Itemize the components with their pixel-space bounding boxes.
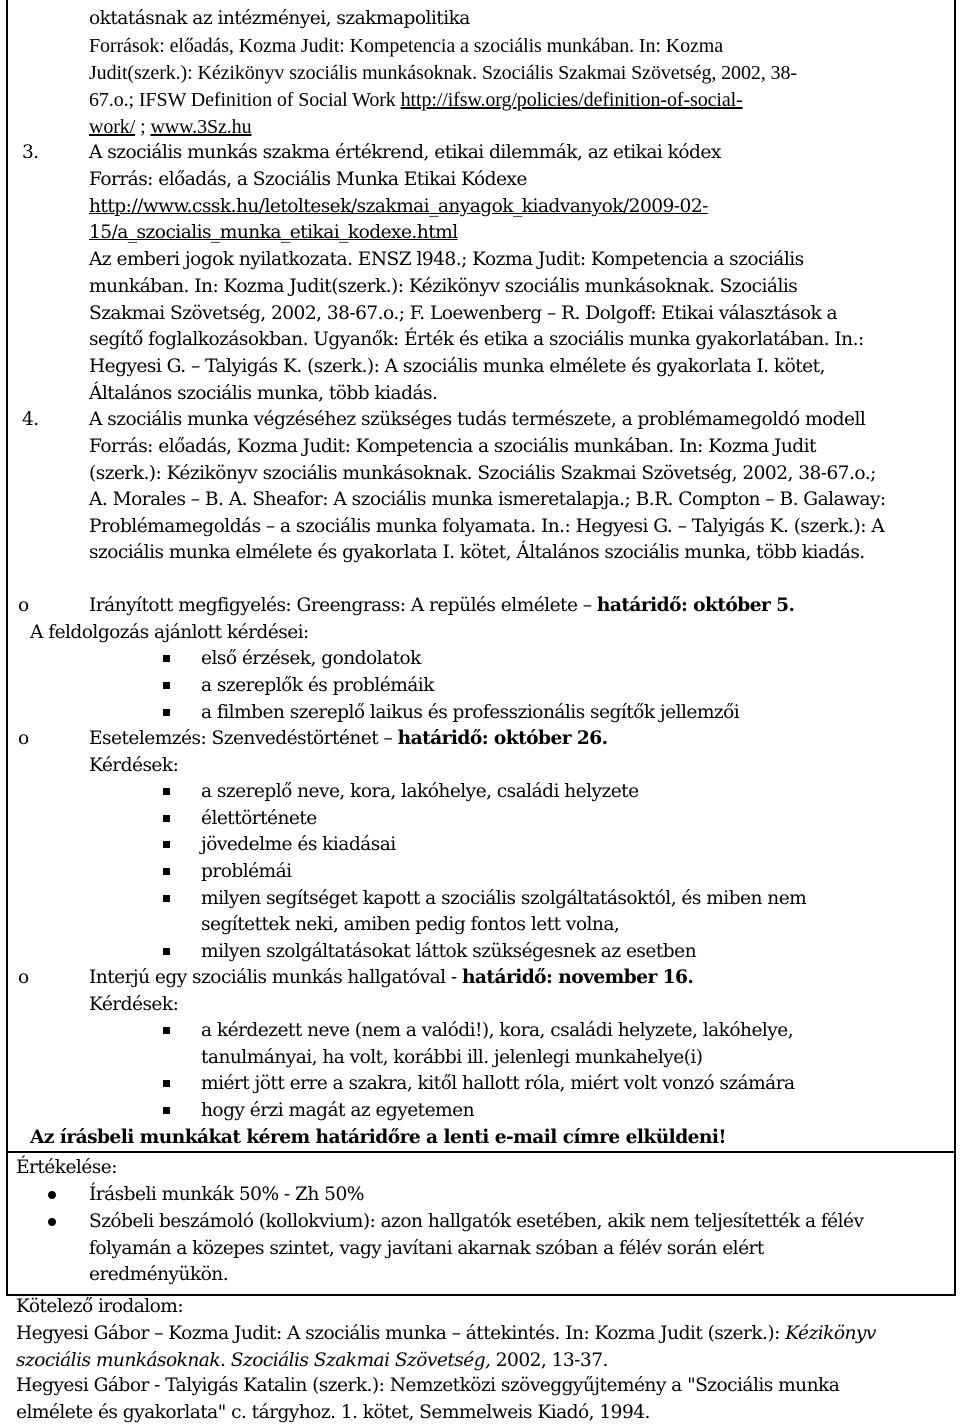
task-text: Esetelemzés: Szenvedéstörténet – [89, 728, 398, 749]
text-line: Hegyesi G. – Talyigás K. (szerk.): A szociális munka elmélete és gyakorlata I. kötet, [89, 356, 825, 377]
list-marker-o: o [18, 728, 30, 749]
text-span: 2002, 13-37. [490, 1350, 608, 1371]
table-right-border [954, 0, 956, 1296]
list-item-cont: folyamán a közepes szintet, vagy javítani akarnak szóban a félév során elért [89, 1238, 764, 1259]
list-item: hogy érzi magát az egyetemen [201, 1100, 475, 1121]
table-left-border [6, 0, 8, 1296]
square-bullet-icon [163, 655, 170, 662]
text-line [89, 115, 251, 139]
list-item: első érzések, gondolatok [201, 648, 421, 669]
list-item-cont: tanulmányai, ha volt, korábbi ill. jelenlegi munkahelye(i) [201, 1047, 703, 1068]
text-span: Hegyesi Gábor – Kozma Judit: A szociális munka – áttekintés. In: Kozma Judit (szerk.): [16, 1323, 786, 1344]
text-line: Szakmai Szövetség, 2002, 38-67.o.; F. Loewenberg – R. Dolgoff: Etikai választások a [89, 303, 838, 324]
reference: Hegyesi Gábor - Talyigás Katalin (szerk.): Nemzetközi szöveggyűjtemény a "Szociális munka [16, 1375, 840, 1396]
list-item-cont: segítettek neki, amiben pedig fontos lett volna, [201, 914, 620, 935]
text-line: szociális munka elmélete és gyakorlata I. kötet, Általános szociális munka, több kiadás. [89, 542, 865, 563]
task-text: Irányított megfigyelés: Greengrass: A repülés elmélete – [89, 595, 597, 616]
square-bullet-icon [163, 815, 170, 822]
list-item: milyen szolgáltatásokat láttok szükségesnek az esetben [201, 941, 696, 962]
ifsw-link-cont[interactable]: work/ [89, 116, 136, 138]
square-bullet-icon [163, 895, 170, 902]
item-number: 4. [22, 409, 39, 430]
list-item: problémái [201, 861, 292, 882]
square-bullet-icon [163, 1080, 170, 1087]
task-line [89, 727, 608, 751]
subheading: Kérdések: [89, 994, 179, 1015]
task-text: Interjú egy szociális munkás hallgatóval - [89, 967, 462, 988]
list-item: miért jött erre a szakra, kitől hallott róla, miért volt vonzó számára [201, 1073, 795, 1094]
text-line: Források: előadás, Kozma Judit: Kompetencia a szociális munkában. In: Kozma [89, 35, 723, 57]
cssk-link-cont[interactable]: 15/a_szocialis_munka_etikai_kodexe.html [89, 222, 458, 243]
subheading: A feldolgozás ajánlott kérdései: [30, 622, 309, 643]
3sz-link[interactable]: www.3Sz.hu [150, 116, 252, 138]
square-bullet-icon [163, 682, 170, 689]
task-line [89, 966, 693, 990]
item-title: A szociális munka végzéséhez szükséges tudás természete, a problémamegoldó modell [89, 409, 866, 430]
list-item: a kérdezett neve (nem a valódi!), kora, családi helyzete, lakóhelye, [201, 1020, 794, 1041]
list-marker-o: o [18, 595, 30, 616]
cssk-link[interactable]: http://www.cssk.hu/letoltesek/szakmai_anyagok_kiadvanyok/2009-02- [89, 196, 708, 217]
item-number: 3. [22, 142, 39, 163]
text-line: munkában. In: Kozma Judit(szerk.): Kézikönyv szociális munkásoknak. Szociális [89, 276, 798, 297]
list-item: Szóbeli beszámoló (kollokvium): azon hallgatók esetében, akik nem teljesítették a félév [89, 1211, 864, 1232]
item-title: A szociális munkás szakma értékrend, etikai dilemmák, az etikai kódex [89, 142, 721, 163]
list-item: a filmben szereplő laikus és professzionális segítők jellemzői [201, 702, 740, 723]
round-bullet-icon [48, 1191, 56, 1199]
subheading: Kérdések: [89, 755, 179, 776]
square-bullet-icon [163, 709, 170, 716]
square-bullet-icon [163, 868, 170, 875]
task-line [89, 594, 794, 618]
text-span: 67.o.; IFSW Definition of Social Work [89, 89, 401, 111]
text-line [89, 88, 743, 112]
text-line: Judit(szerk.): Kézikönyv szociális munkásoknak. Szociális Szakmai Szövetség, 2002, 38- [89, 62, 797, 84]
square-bullet-icon [163, 1027, 170, 1034]
text-line: (szerk.): Kézikönyv szociális munkásoknak. Szociális Szakmai Szövetség, 2002, 38-67.o.; [89, 463, 876, 484]
deadline: határidő: november 16. [461, 967, 694, 988]
reference-cont [16, 1349, 608, 1373]
square-bullet-icon [163, 841, 170, 848]
text-line: oktatásnak az intézményei, szakmapolitika [89, 8, 470, 29]
book-title: Kézikönyv [785, 1323, 876, 1344]
literature-title: Kötelező irodalom: [16, 1296, 184, 1317]
text-line: segítő foglalkozásokban. Ugyanők: Érték és etika a szociális munka gyakorlatában. In.: [89, 329, 864, 350]
reference-cont: elmélete és gyakorlata" c. tárgyhoz. 1. kötet, Semmelweis Kiadó, 1994. [16, 1402, 650, 1423]
table-row-divider [6, 1151, 955, 1153]
list-item: jövedelme és kiadásai [201, 834, 396, 855]
list-item: a szereplők és problémáik [201, 675, 434, 696]
list-item: milyen segítséget kapott a szociális szolgáltatásoktól, és miben nem [201, 888, 807, 909]
text-line: Általános szociális munka, több kiadás. [89, 383, 438, 404]
square-bullet-icon [163, 1107, 170, 1114]
square-bullet-icon [163, 948, 170, 955]
ifsw-link[interactable]: http://ifsw.org/policies/definition-of-social- [400, 89, 743, 111]
reference [16, 1322, 876, 1346]
text-line: Az emberi jogok nyilatkozata. ENSZ l948.; Kozma Judit: Kompetencia a szociális [89, 249, 804, 270]
text-line: Forrás: előadás, a Szociális Munka Etikai Kódexe [89, 169, 527, 190]
list-item: Írásbeli munkák 50% - Zh 50% [89, 1184, 364, 1205]
submission-notice: Az írásbeli munkákat kérem határidőre a lenti e-mail címre elküldeni! [30, 1127, 727, 1148]
list-item-cont: eredményükön. [89, 1264, 229, 1285]
square-bullet-icon [163, 788, 170, 795]
text-span: ; [135, 116, 151, 138]
list-item: a szereplő neve, kora, lakóhelye, családi helyzete [201, 781, 639, 802]
deadline: határidő: október 26. [397, 728, 608, 749]
deadline: határidő: október 5. [596, 595, 795, 616]
list-marker-o: o [18, 967, 30, 988]
list-item: élettörténete [201, 808, 317, 829]
text-line: Forrás: előadás, Kozma Judit: Kompetencia a szociális munkában. In: Kozma Judit [89, 436, 816, 457]
text-line: Problémamegoldás – a szociális munka folyamata. In.: Hegyesi G. – Talyigás K. (szerk.): A [89, 516, 885, 537]
evaluation-title: Értékelése: [16, 1157, 117, 1178]
book-title: szociális munkásoknak. Szociális Szakmai Szövetség, [16, 1350, 491, 1371]
round-bullet-icon [48, 1218, 56, 1226]
text-line: A. Morales – B. A. Sheafor: A szociális munka ismeretalapja.; B.R. Compton – B. Galaway: [89, 489, 886, 510]
